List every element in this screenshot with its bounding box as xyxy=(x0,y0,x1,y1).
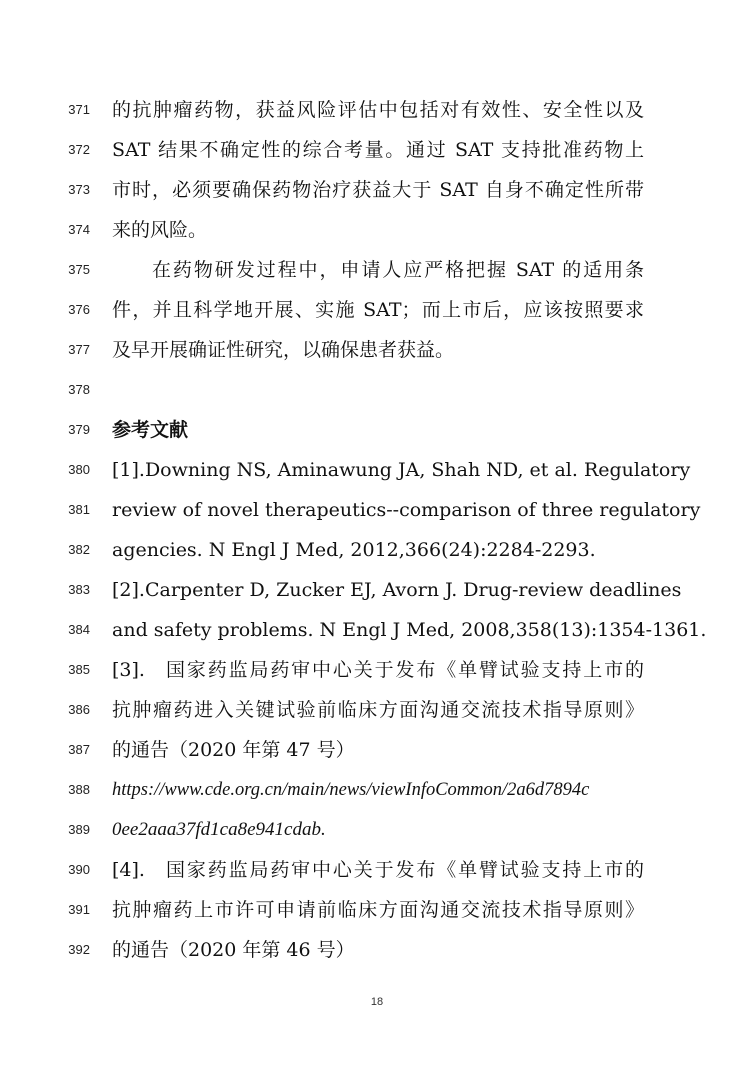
reference-line xyxy=(0,650,754,690)
line-number: 371 xyxy=(68,102,90,117)
line-text: and safety problems. N Engl J Med, 2008,358(13):1354-1361. xyxy=(112,619,707,641)
text-line xyxy=(0,490,754,530)
reference-number: [1]. xyxy=(112,459,145,481)
line-number: 389 xyxy=(68,822,90,837)
line-number: 374 xyxy=(68,222,90,237)
text-line xyxy=(0,290,754,330)
line-number: 384 xyxy=(68,622,90,637)
line-number: 385 xyxy=(68,662,90,677)
text-line xyxy=(0,690,754,730)
line-text: 抗肿瘤药进入关键试验前临床方面沟通交流技术指导原则》 xyxy=(112,699,644,721)
reference-number: [4]. xyxy=(112,859,145,881)
reference-entry xyxy=(112,570,682,610)
line-number: 373 xyxy=(68,182,90,197)
line-number: 386 xyxy=(68,702,90,717)
text-line xyxy=(0,250,754,290)
line-number: 387 xyxy=(68,742,90,757)
line-text: 件，并且科学地开展、实施 SAT；而上市后，应该按照要求 xyxy=(112,299,644,321)
line-number: 379 xyxy=(68,422,90,437)
reference-number: [3]. xyxy=(112,659,145,681)
text-line xyxy=(0,530,754,570)
line-number: 378 xyxy=(68,382,90,397)
reference-text: Downing NS, Aminawung JA, Shah ND, et al. Regulatory xyxy=(144,459,691,481)
line-text: 抗肿瘤药上市许可申请前临床方面沟通交流技术指导原则》 xyxy=(112,899,644,921)
line-number: 372 xyxy=(68,142,90,157)
line-number: 377 xyxy=(68,342,90,357)
text-line xyxy=(0,890,754,930)
line-number: 381 xyxy=(68,502,90,517)
line-number: 388 xyxy=(68,782,90,797)
line-text: SAT 结果不确定性的综合考量。通过 SAT 支持批准药物上 xyxy=(112,139,644,161)
reference-text: 国家药监局药审中心关于发布《单臂试验支持上市的 xyxy=(166,659,644,681)
reference-text: 国家药监局药审中心关于发布《单臂试验支持上市的 xyxy=(166,859,644,881)
line-number: 380 xyxy=(68,462,90,477)
line-number: 392 xyxy=(68,942,90,957)
line-text: 及早开展确证性研究，以确保患者获益。 xyxy=(112,339,455,361)
line-text: 市时，必须要确保药物治疗获益大于 SAT 自身不确定性所带 xyxy=(112,179,644,201)
url-line xyxy=(0,810,754,850)
text-line xyxy=(0,130,754,170)
line-text: 的通告（2020 年第 46 号） xyxy=(112,939,355,961)
url-line xyxy=(0,770,754,810)
text-line xyxy=(0,610,754,650)
reference-line xyxy=(0,450,754,490)
line-number: 375 xyxy=(68,262,90,277)
line-number: 382 xyxy=(68,542,90,557)
line-number: 383 xyxy=(68,582,90,597)
reference-line xyxy=(0,570,754,610)
reference-text: Carpenter D, Zucker EJ, Avorn J. Drug-review deadlines xyxy=(144,579,682,601)
line-text: 来的风险。 xyxy=(112,219,208,241)
text-line xyxy=(0,730,754,770)
text-line xyxy=(0,370,754,410)
references-heading: 参考文献 xyxy=(112,419,189,441)
reference-entry xyxy=(112,450,691,490)
line-text xyxy=(112,370,644,410)
line-number: 391 xyxy=(68,902,90,917)
line-number: 390 xyxy=(68,862,90,877)
line-text: 的通告（2020 年第 47 号） xyxy=(112,739,355,761)
text-line xyxy=(0,170,754,210)
reference-entry xyxy=(112,650,644,690)
reference-line xyxy=(0,850,754,890)
reference-url[interactable]: 0ee2aaa37fd1ca8e941cdab. xyxy=(112,819,326,840)
text-line xyxy=(0,330,754,370)
line-text: 在药物研发过程中，申请人应严格把握 SAT 的适用条 xyxy=(152,259,644,281)
reference-url[interactable]: https://www.cde.org.cn/main/news/viewInfoCommon/2a6d7894c xyxy=(112,780,590,800)
page-number: 18 xyxy=(370,996,384,1008)
line-text: review of novel therapeutics--comparison of three regulatory xyxy=(112,499,701,521)
reference-number: [2]. xyxy=(112,579,145,601)
text-line xyxy=(0,210,754,250)
reference-entry xyxy=(112,850,644,890)
text-line xyxy=(0,410,754,450)
line-text: agencies. N Engl J Med, 2012,366(24):2284-2293. xyxy=(112,539,596,561)
line-text: 的抗肿瘤药物，获益风险评估中包括对有效性、安全性以及 xyxy=(112,99,644,121)
text-line xyxy=(0,930,754,970)
line-number: 376 xyxy=(68,302,90,317)
text-line xyxy=(0,90,754,130)
